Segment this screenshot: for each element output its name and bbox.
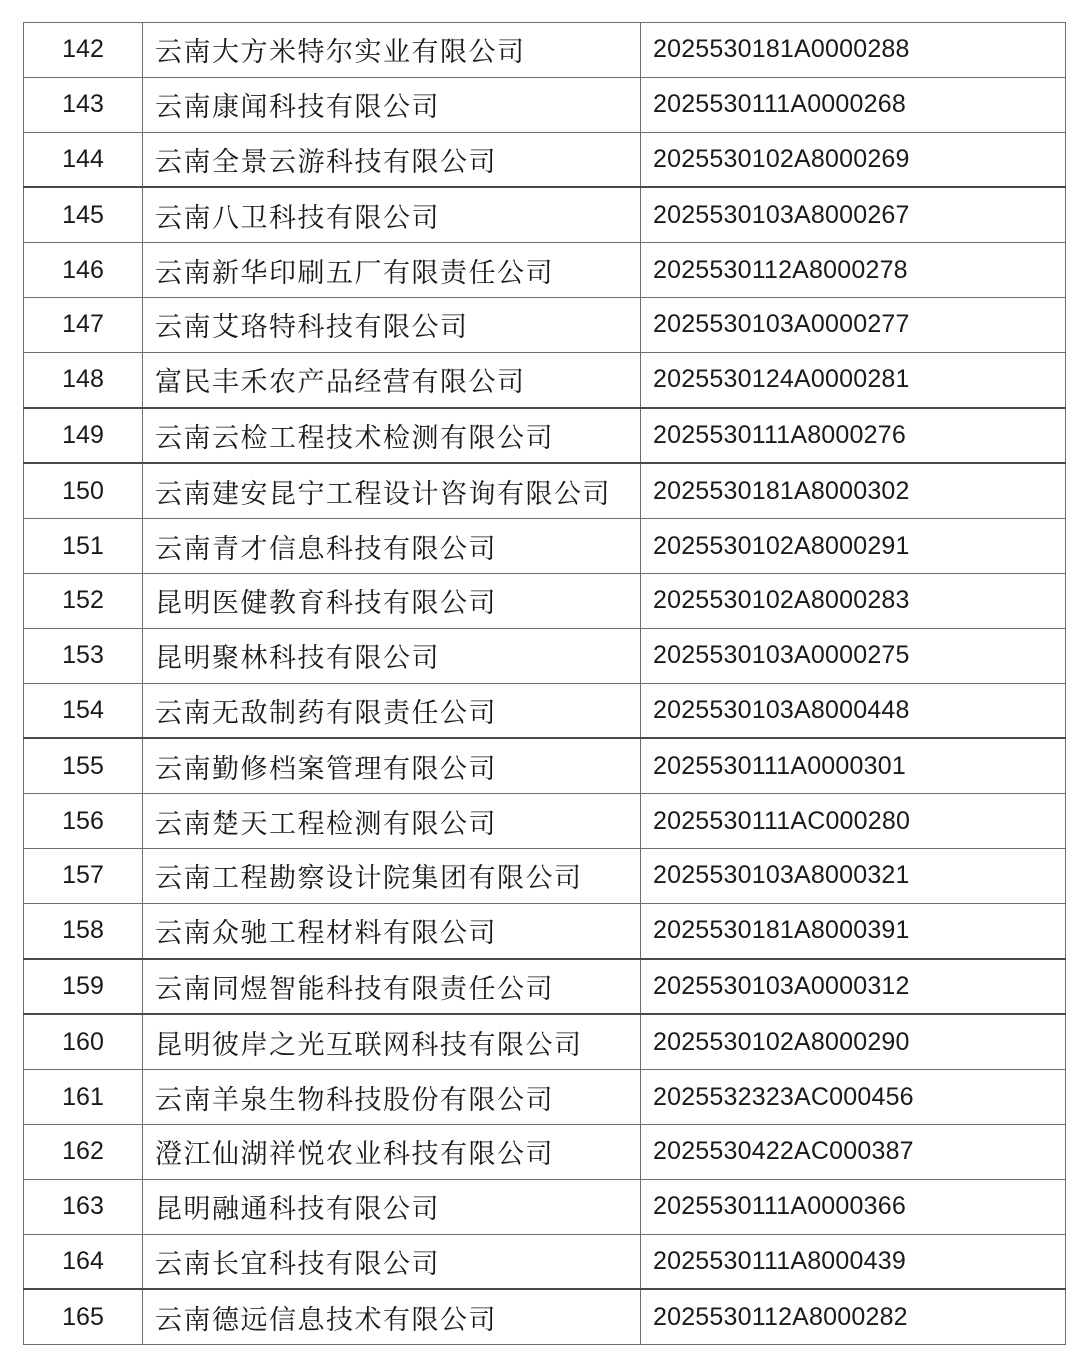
registration-code: 2025530124A0000281 [641,352,1066,407]
company-name: 昆明医健教育科技有限公司 [143,573,641,628]
registration-code: 2025530102A8000283 [641,573,1066,628]
company-name: 云南云检工程技术检测有限公司 [143,408,641,464]
table-row [24,959,1066,1015]
registration-code: 2025530103A0000312 [641,959,1066,1015]
row-number: 162 [24,1124,143,1179]
row-number: 161 [24,1070,143,1125]
table-row [24,519,1066,574]
registration-code: 2025530103A8000267 [641,187,1066,242]
row-number: 143 [24,77,143,132]
registration-code: 2025530103A0000275 [641,628,1066,683]
row-number: 153 [24,628,143,683]
table-row [24,683,1066,738]
row-number: 149 [24,408,143,464]
registration-code: 2025530111A0000301 [641,738,1066,793]
registration-code: 2025530422AC000387 [641,1124,1066,1179]
registration-code: 2025530111A8000276 [641,408,1066,464]
company-name: 云南勤修档案管理有限公司 [143,738,641,793]
table-row [24,794,1066,849]
company-name: 云南全景云游科技有限公司 [143,132,641,187]
company-name: 澄江仙湖祥悦农业科技有限公司 [143,1124,641,1179]
row-number: 154 [24,683,143,738]
table-row [24,297,1066,352]
company-name: 云南艾珞特科技有限公司 [143,297,641,352]
row-number: 159 [24,959,143,1015]
registration-code: 2025530103A0000277 [641,297,1066,352]
table-row [24,1070,1066,1125]
company-name: 云南长宜科技有限公司 [143,1234,641,1289]
row-number: 144 [24,132,143,187]
table-body [24,23,1066,1345]
company-name: 云南众驰工程材料有限公司 [143,903,641,958]
registration-code: 2025530111A8000439 [641,1234,1066,1289]
row-number: 142 [24,23,143,78]
table-row [24,1124,1066,1179]
row-number: 156 [24,794,143,849]
company-name: 昆明聚林科技有限公司 [143,628,641,683]
company-name: 云南羊泉生物科技股份有限公司 [143,1070,641,1125]
table-row [24,187,1066,242]
row-number: 152 [24,573,143,628]
table-row [24,352,1066,407]
table-row [24,463,1066,518]
registration-code: 2025532323AC000456 [641,1070,1066,1125]
registration-code: 2025530181A8000302 [641,463,1066,518]
company-name: 云南楚天工程检测有限公司 [143,794,641,849]
registration-code: 2025530111A0000366 [641,1179,1066,1234]
company-name: 云南工程勘察设计院集团有限公司 [143,848,641,903]
row-number: 148 [24,352,143,407]
registration-code: 2025530181A0000288 [641,23,1066,78]
company-name: 云南同煜智能科技有限责任公司 [143,959,641,1015]
company-name: 昆明融通科技有限公司 [143,1179,641,1234]
company-name: 云南建安昆宁工程设计咨询有限公司 [143,463,641,518]
table-row [24,77,1066,132]
row-number: 157 [24,848,143,903]
registration-table [23,22,1066,1345]
row-number: 147 [24,297,143,352]
registration-code: 2025530102A8000290 [641,1014,1066,1069]
company-name: 云南新华印刷五厂有限责任公司 [143,243,641,298]
row-number: 151 [24,519,143,574]
company-list-table [23,22,1066,1345]
registration-code: 2025530112A8000282 [641,1289,1066,1344]
table-row [24,1179,1066,1234]
registration-code: 2025530103A8000448 [641,683,1066,738]
row-number: 163 [24,1179,143,1234]
row-number: 155 [24,738,143,793]
table-row [24,903,1066,958]
registration-code: 2025530102A8000291 [641,519,1066,574]
registration-code: 2025530102A8000269 [641,132,1066,187]
row-number: 145 [24,187,143,242]
registration-code: 2025530111AC000280 [641,794,1066,849]
company-name: 云南无敌制药有限责任公司 [143,683,641,738]
table-row [24,132,1066,187]
row-number: 158 [24,903,143,958]
table-row [24,1014,1066,1069]
row-number: 165 [24,1289,143,1344]
row-number: 146 [24,243,143,298]
company-name: 云南德远信息技术有限公司 [143,1289,641,1344]
registration-code: 2025530103A8000321 [641,848,1066,903]
company-name: 富民丰禾农产品经营有限公司 [143,352,641,407]
company-name: 云南康闻科技有限公司 [143,77,641,132]
table-row [24,408,1066,464]
table-row [24,1289,1066,1344]
table-row [24,23,1066,78]
company-name: 云南八卫科技有限公司 [143,187,641,242]
row-number: 160 [24,1014,143,1069]
company-name: 昆明彼岸之光互联网科技有限公司 [143,1014,641,1069]
row-number: 164 [24,1234,143,1289]
table-row [24,573,1066,628]
company-name: 云南青才信息科技有限公司 [143,519,641,574]
registration-code: 2025530181A8000391 [641,903,1066,958]
table-row [24,848,1066,903]
table-row [24,1234,1066,1289]
table-row [24,628,1066,683]
table-row [24,738,1066,793]
registration-code: 2025530112A8000278 [641,243,1066,298]
company-name: 云南大方米特尔实业有限公司 [143,23,641,78]
table-row [24,243,1066,298]
registration-code: 2025530111A0000268 [641,77,1066,132]
row-number: 150 [24,463,143,518]
